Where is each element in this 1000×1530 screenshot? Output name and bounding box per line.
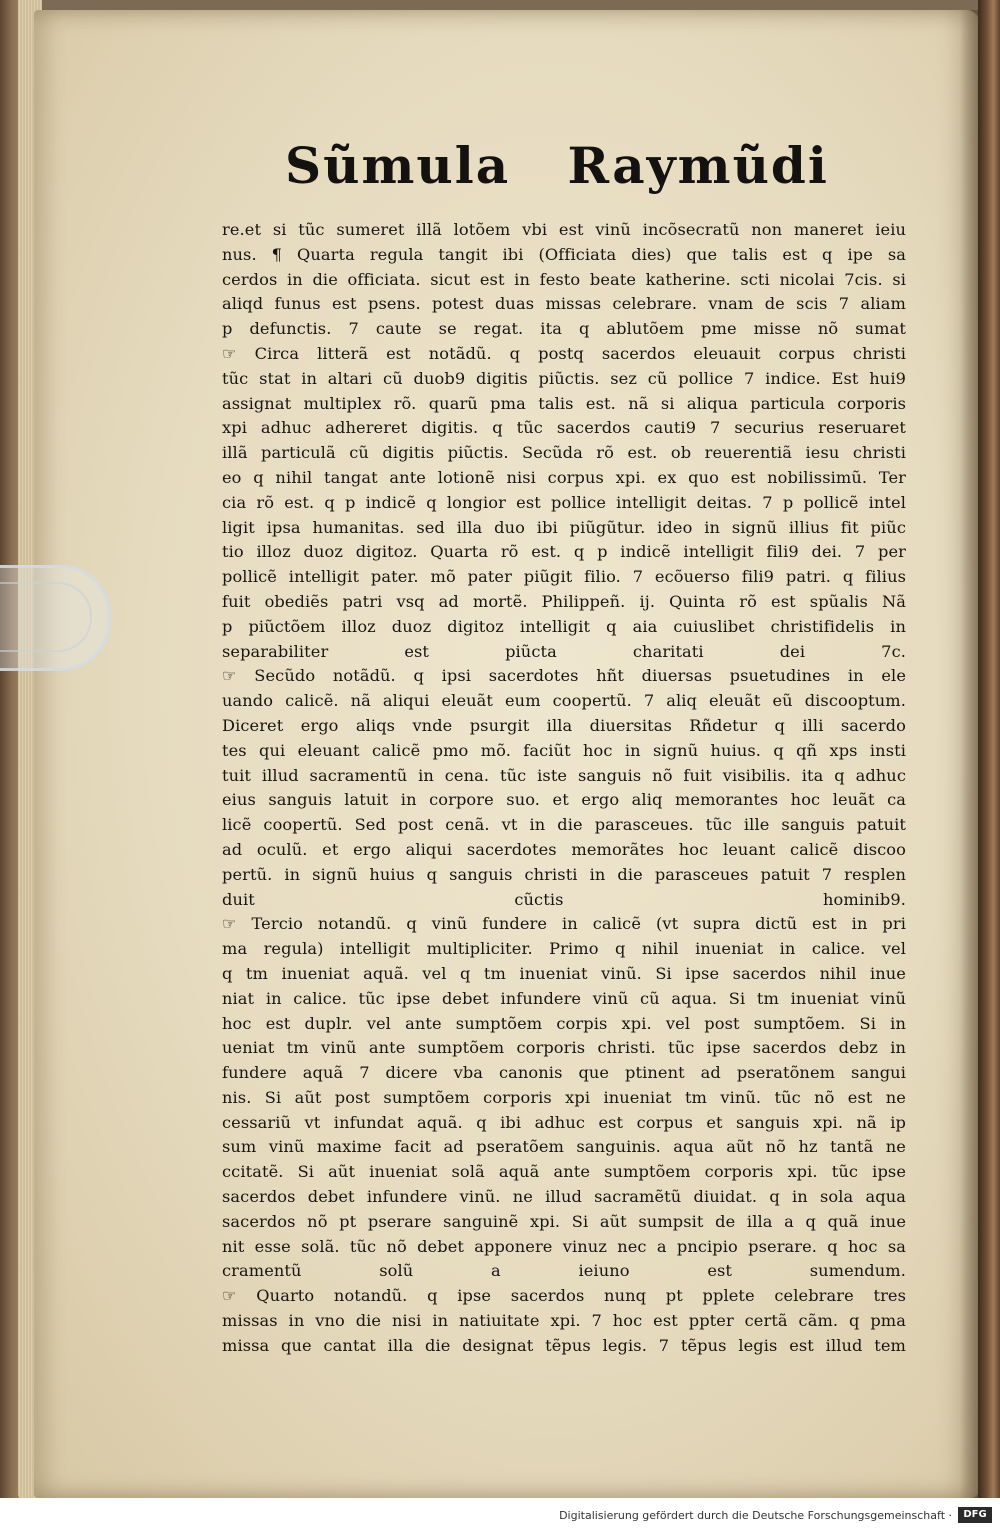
text-line: ligit ipsa humanitas. sed illa duo ibi piũgũtur. ideo in signũ illius fit piũc bbox=[222, 517, 906, 537]
text-line: separabiliter est piũcta charitati dei 7c. bbox=[222, 641, 906, 661]
text-line: eo q nihil tangat ante lotionẽ nisi corpus xpi. ex quo est nobilissimũ. Ter bbox=[222, 467, 906, 487]
text-line: fundere aquã 7 dicere vba canonis que ptinent ad pseratõnem sangui bbox=[222, 1063, 906, 1083]
digitization-footer bbox=[0, 1498, 1000, 1530]
text-line: eius sanguis latuit in corpore suo. et ergo aliq memorantes hoc leuãt ca bbox=[222, 790, 906, 810]
text-line: q tm inueniat aquã. vel q tm inueniat vinũ. Si ipse sacerdos nihil inue bbox=[222, 963, 906, 983]
text-line: Diceret ergo aliqs vnde psurgit illa diuersitas Rñdetur q illi sacerdo bbox=[222, 715, 906, 735]
text-line: cessariũ vt infundat aquã. q ibi adhuc est corpus et sanguis xpi. nã ip bbox=[222, 1112, 906, 1132]
running-title: Sũmula Raymũdi bbox=[285, 136, 829, 195]
text-line: missa que cantat illa die designat tẽpus legis. 7 tẽpus legis est illud tem bbox=[222, 1335, 906, 1355]
text-line: ☞ Secũdo notãdũ. q ipsi sacerdotes hñt diuersas psuetudines in ele bbox=[222, 666, 906, 686]
text-line: cia rõ est. q p indicẽ q longior est pollice intelligit deitas. 7 p pollicẽ intel bbox=[222, 492, 906, 512]
text-line: pertũ. in signũ huius q sanguis christi in die parasceues patuit 7 resplen bbox=[222, 864, 906, 884]
text-line: tuit illud sacramentũ in cena. tũc iste sanguis nõ fuit visibilis. ita q adhuc bbox=[222, 765, 906, 785]
text-line: aliqd funus est psens. potest duas missas celebrare. vnam de scis 7 aliam bbox=[222, 294, 906, 314]
text-line: p piũctõem illoz duoz digitoz intelligit q aia cuiuslibet christifidelis in bbox=[222, 616, 906, 636]
text-line: sacerdos nõ pt pserare sanguinẽ xpi. Si aũt sumpsit de illa a q quã inue bbox=[222, 1211, 906, 1231]
text-line: tio illoz duoz digitoz. Quarta rõ est. q p indicẽ intelligit fili9 dei. 7 per bbox=[222, 542, 906, 562]
text-line: illã particulã cũ digitis piũctis. Secũda rõ est. ob reuerentiã iesu christi bbox=[222, 443, 906, 463]
text-line: ☞ Tercio notandũ. q vinũ fundere in calicẽ (vt supra dictũ est in pri bbox=[222, 914, 906, 934]
page-clip-inner bbox=[0, 582, 92, 652]
dfg-logo: DFG bbox=[958, 1507, 992, 1523]
text-line: uando calicẽ. nã aliqui eleuãt eum coopertũ. 7 aliq eleuãt eũ discooptum. bbox=[222, 691, 906, 711]
text-line: ccitatẽ. Si aũt inueniat solã aquã ante sumptõem corporis xpi. tũc ipse bbox=[222, 1162, 906, 1182]
text-line: ueniat tm vinũ ante sumptõem corporis christi. tũc ipse sacerdos debz in bbox=[222, 1038, 906, 1058]
text-line: nis. Si aũt post sumptõem corporis xpi inueniat tm vinũ. tũc nõ est ne bbox=[222, 1087, 906, 1107]
text-line: tũc stat in altari cũ duob9 digitis piũctis. sez cũ pollice 7 indice. Est hui9 bbox=[222, 368, 906, 388]
main-text-block bbox=[222, 218, 906, 1359]
footer-credit: Digitalisierung gefördert durch die Deutsche Forschungsgemeinschaft · bbox=[559, 1509, 952, 1522]
text-line: ad oculũ. et ergo aliqui sacerdotes memorãtes hoc leuant calicẽ discoo bbox=[222, 839, 906, 859]
text-line: re.et si tũc sumeret illã lotõem vbi est vinũ incõsecratũ non maneret ieiu bbox=[222, 220, 906, 239]
text-line: sacerdos debet infundere vinũ. ne illud sacramẽtũ diuidat. q in sola aqua bbox=[222, 1187, 906, 1207]
text-line: p defunctis. 7 caute se regat. ita q ablutõem pme misse nõ sumat bbox=[222, 319, 906, 339]
text-line: cramentũ solũ a ieiuno est sumendum. bbox=[222, 1261, 906, 1281]
text-line: ☞ Quarto notandũ. q ipse sacerdos nunq pt pplete celebrare tres bbox=[222, 1286, 906, 1306]
text-line: tes qui eleuant calicẽ pmo mõ. faciũt hoc in signũ huius. q qñ xps insti bbox=[222, 740, 906, 760]
text-line: missas in vno die nisi in natiuitate xpi. 7 hoc est ppter certã cãm. q pma bbox=[222, 1311, 906, 1331]
text-line: licẽ coopertũ. Sed post cenã. vt in die parasceues. tũc ille sanguis patuit bbox=[222, 815, 906, 835]
book-cover-edge bbox=[978, 0, 1000, 1530]
text-line: cerdos in die officiata. sicut est in festo beate katherine. scti nicolai 7cis. si bbox=[222, 269, 906, 289]
text-line: fuit obediẽs patri vsq ad mortẽ. Philippeñ. ij. Quinta rõ est spũalis Nã bbox=[222, 591, 906, 611]
text-line: duit cũctis hominib9. bbox=[222, 889, 906, 909]
text-line: assignat multiplex rõ. quarũ pma talis est. nã si aliqua particula corporis bbox=[222, 393, 906, 413]
text-line: ☞ Circa litterã est notãdũ. q postq sacerdos eleuauit corpus christi bbox=[222, 343, 906, 363]
text-line: ma regula) intelligit multipliciter. Primo q nihil inueniat in calice. vel bbox=[222, 939, 906, 959]
text-line: xpi adhuc adhereret digitis. q tũc sacerdos cauti9 7 securius reseruaret bbox=[222, 418, 906, 438]
text-line: sum vinũ maxime facit ad pseratõem sanguinis. aqua aũt nõ hz tantã ne bbox=[222, 1137, 906, 1157]
text-line: nus. ¶ Quarta regula tangit ibi (Officiata dies) que talis est q ipe sa bbox=[222, 244, 906, 264]
text-line: niat in calice. tũc ipse debet infundere vinũ cũ aqua. Si tm inueniat vinũ bbox=[222, 988, 906, 1008]
text-line: nit esse solã. tũc nõ debet apponere vinuz nec a pncipio pserare. q hoc sa bbox=[222, 1236, 906, 1256]
text-line: hoc est duplr. vel ante sumptõem corpis xpi. vel post sumptõem. Si in bbox=[222, 1013, 906, 1033]
text-line: pollicẽ intelligit pater. mõ pater piũgit filio. 7 ecõuerso fili9 patri. q filius bbox=[222, 567, 906, 587]
